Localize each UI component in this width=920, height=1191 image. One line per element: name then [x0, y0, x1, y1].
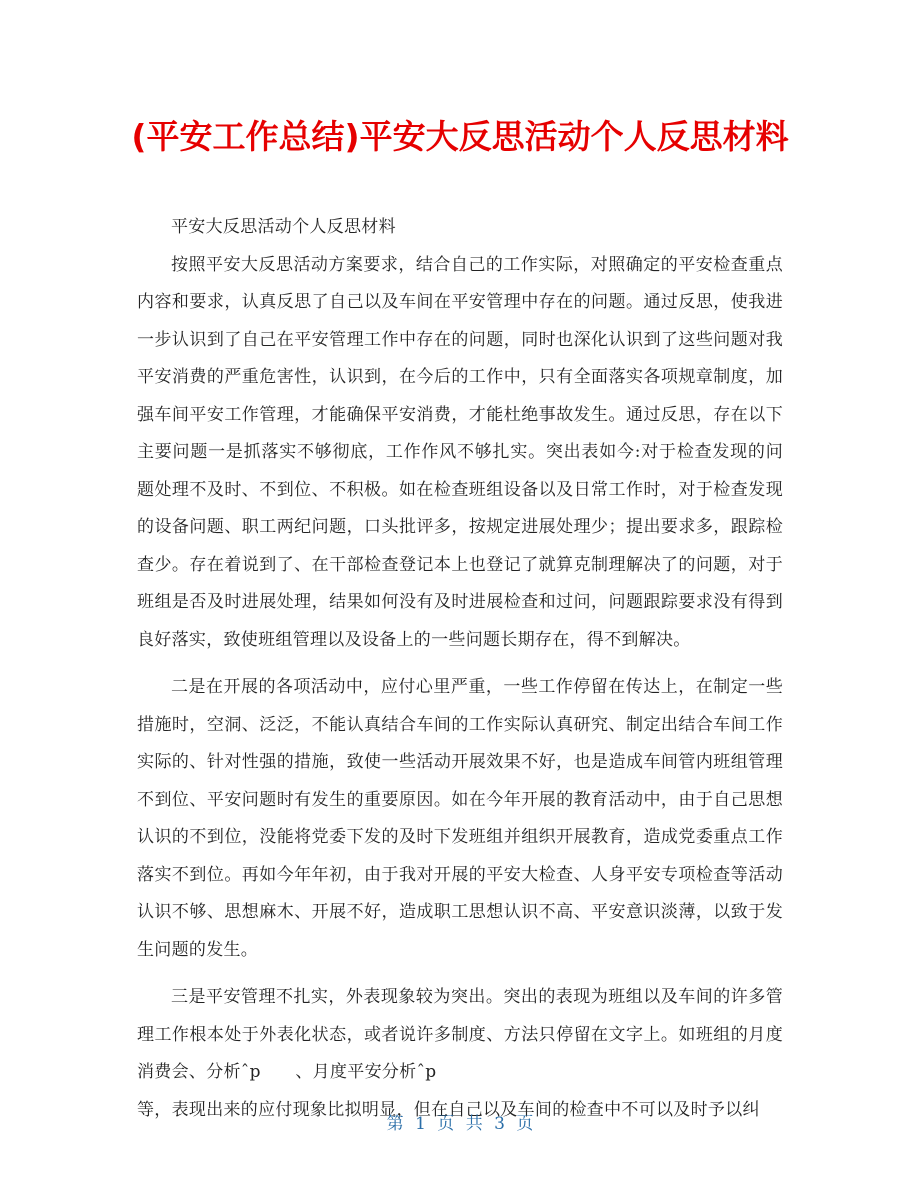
paragraph-4: 等，表现出来的应付现象比拟明显，但在自己以及车间的检查中不可以及时予以纠: [137, 1099, 760, 1120]
page-number-footer: 第 1 页 共 3 页: [386, 1114, 534, 1134]
document-body: [137, 209, 783, 1129]
document-title: (平安工作总结)平安大反思活动个人反思材料: [131, 117, 789, 156]
paragraph-3: 三是平安管理不扎实，外表现象较为突出。突出的表现为班组以及车间的许多管理工作根本处于外表化状态，或者说许多制度、方法只停留在文字上。如班组的月度消费会、分析ˆp 、月度平安分析ˆp: [137, 987, 783, 1082]
paragraph-1: 按照平安大反思活动方案要求，结合自己的工作实际，对照确定的平安检查重点内容和要求，认真反思了自己以及车间在平安管理中存在的问题。通过反思，使我进一步认识到了自己在平安管理工作中存在的问题，同时也深化认识到了这些问题对我平安消费的严重危害性，认识到，在今后的工作中，只有全面落实各项规章制度，加强车间平安工作管理，才能确保平安消费，才能杜绝事故发生。通过反思，存在以下主要问题一是抓落实不够彻底，工作作风不够扎实。突出表如今:对于检查发现的问题处理不及时、不到位、不积极。如在检查班组设备以及日常工作时，对于检查发现的设备问题、职工两纪问题，口头批评多，按规定进展处理少；提出要求多，跟踪检查少。存在着说到了、在干部检查登记本上也登记了就算克制理解决了的问题，对于班组是否及时进展处理，结果如何没有及时进展检查和过问，问题跟踪要求没有得到良好落实，致使班组管理以及设备上的一些问题长期存在，得不到解决。: [137, 254, 783, 650]
paragraph-subtitle: 平安大反思活动个人反思材料: [171, 217, 396, 237]
paragraph-2: 二是在开展的各项活动中，应付心里严重，一些工作停留在传达上，在制定一些措施时，空洞、泛泛，不能认真结合车间的工作实际认真研究、制定出结合车间工作实际的、针对性强的措施，致使一些活动开展效果不好，也是造成车间管内班组管理不到位、平安问题时有发生的重要原因。如在今年开展的教育活动中，由于自己思想认识的不到位，没能将党委下发的及时下发班组并组织开展教育，造成党委重点工作落实不到位。再如今年年初，由于我对开展的平安大检查、人身平安专项检查等活动认识不够、思想麻木、开展不好，造成职工思想认识不高、平安意识淡薄，以致于发生问题的发生。: [137, 677, 783, 960]
